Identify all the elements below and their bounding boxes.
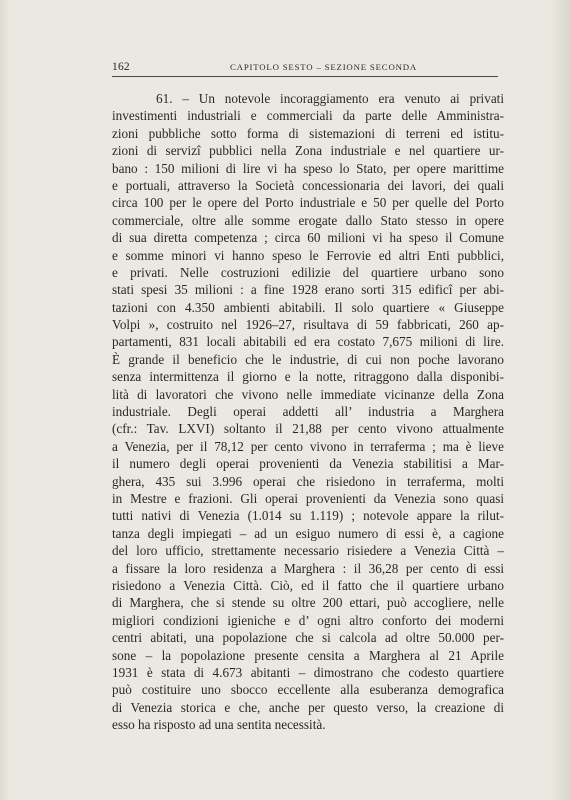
text-line: stati spesi 35 milioni : a fine 1928 erano sorti 315 edificî per abi- [112,282,504,298]
text-line: senza intermittenza il giorno e la notte, ritraggono dalla disponibi- [112,369,504,385]
text-line: È grande il beneficio che le industrie, di cui non poche lavorano [112,351,504,367]
text-line: può costituire uno sbocco eccellente alla esuberanza demografica [112,682,504,698]
text-line: sone – la popolazione presente censita a Marghera al 21 Aprile [112,647,504,663]
body-text [112,90,504,733]
text-line: (cfr.: Tav. LXVI) soltanto il 21,88 per cento vivono attualmente [112,421,504,437]
text-line: di Venezia storica e che, anche per questo verso, la creazione di [112,699,504,715]
text-line: tazioni con 4.350 ambienti abitabili. Il solo quartiere « Giuseppe [112,299,504,315]
text-line: e privati. Nelle costruzioni edilizie del quartiere urbano sono [112,264,504,280]
text-line: a Venezia, per il 78,12 per cento vivono in terraferma ; ma è lieve [112,438,504,454]
text-line: e somme minori vi hanno speso le Ferrovie ed altri Enti pubblici, [112,247,504,263]
text-line: circa 100 per le opere del Porto industriale e 50 per quelle del Porto [112,195,504,211]
text-line: migliori condizioni igieniche e d’ ogni altro conforto dei moderni [112,612,504,628]
text-line: bano : 150 milioni di lire vi ha speso lo Stato, per opere marittime [112,160,504,176]
text-line: industriale. Degli operai addetti all’ industria a Marghera [112,404,504,420]
text-line: esso ha risposto ad una sentita necessità. [112,717,326,733]
text-line: tutti nativi di Venezia (1.014 su 1.119) ; notevole appare la rilut- [112,508,504,524]
text-line: 1931 è stata di 4.673 abitanti – dimostrano che codesto quartiere [112,664,504,680]
text-line: di sua diretta competenza ; circa 60 milioni vi ha speso il Comune [112,230,504,246]
text-line: risiedono a Venezia Città. Ciò, ed il fatto che il quartiere urbano [112,577,504,593]
text-line: centri abitati, una popolazione che si calcola ad oltre 50.000 per- [112,630,504,646]
text-line: Volpi », costruito nel 1926–27, risultava di 59 fabbricati, 260 ap- [112,317,504,333]
text-line: in Mestre e frazioni. Gli operai provenienti da Venezia sono quasi [112,490,504,506]
text-line: 61. – Un notevole incoraggiamento era venuto ai privati [156,91,504,106]
running-head: CAPITOLO SESTO – SEZIONE SECONDA [230,62,418,72]
text-line: del loro ufficio, strettamente necessario risiedere a Venezia Città – [112,543,504,559]
text-line: zioni pubbliche sotto forma di sistemazioni di terreni ed istitu- [112,125,504,141]
text-line: investimenti industriali e commerciali da parte delle Amministra- [112,108,504,124]
text-line: ghera, 435 sui 3.996 operai che risiedono in terraferma, molti [112,473,504,489]
page-number: 162 [112,61,130,73]
text-line: a fissare la loro residenza a Marghera : il 36,28 per cento di essi [112,560,504,576]
text-line: commerciale, oltre alle somme erogate dallo Stato stesso in opere [112,212,504,228]
text-line: lità di lavoratori che vivono nelle immediate vicinanze della Zona [112,386,504,402]
text-line: tanza degli impiegati – ad un esiguo numero di essi è, a cagione [112,525,504,541]
text-line: il numero degli operai provenienti da Venezia stabilitisi a Mar- [112,456,504,472]
text-line: e portuali, attraverso la Società concessionaria dei lavori, dei quali [112,177,504,193]
text-line: partamenti, 831 locali abitabili ed era costato 7,675 milioni di lire. [112,334,504,350]
text-line: zioni di servizî pubblici nella Zona industriale e nel quartiere ur- [112,143,504,159]
page-header [112,60,498,77]
text-line: di Marghera, che si stende su oltre 200 ettari, può accogliere, nelle [112,595,504,611]
